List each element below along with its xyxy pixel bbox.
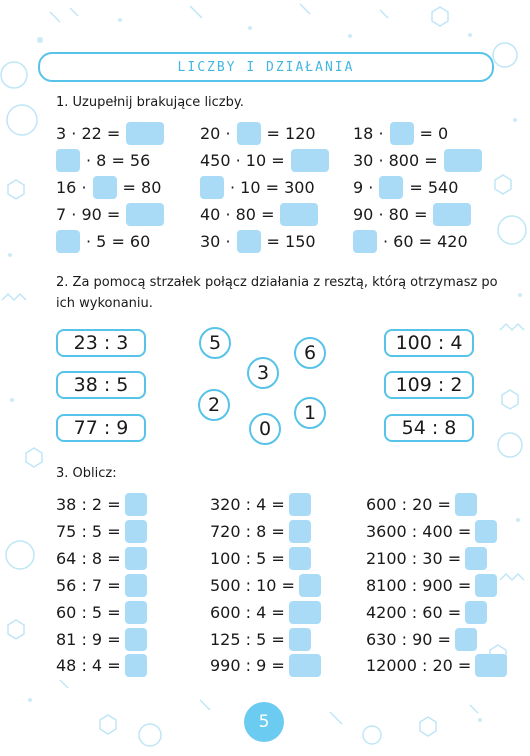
deco-hexagon (26, 448, 42, 467)
deco-hexagon (8, 180, 24, 199)
division-card-right[interactable]: 100 : 4 (384, 329, 474, 357)
task3-equation (366, 572, 497, 598)
task1-equation (56, 174, 161, 200)
equation-text: 600 : 20 = (366, 494, 451, 514)
task3-equation (56, 572, 147, 598)
equation-text: 2100 : 30 = (366, 548, 462, 568)
division-card-left[interactable]: 38 : 5 (56, 371, 146, 399)
equation-text: 60 : 5 = (56, 602, 121, 622)
task3-equation (210, 572, 321, 598)
deco-hexagon (8, 620, 24, 639)
equation-text: 38 : 2 = (56, 494, 121, 514)
deco-hexagon (420, 717, 436, 736)
equation-text: 48 : 4 = (56, 655, 121, 675)
deco-circle (139, 724, 161, 746)
task1-equation (353, 120, 448, 146)
equation-text: 100 : 5 = (210, 548, 285, 568)
task3-equation (366, 545, 487, 571)
task3-equation (210, 491, 311, 517)
equation-text: = 0 (419, 123, 449, 143)
answer-box[interactable] (280, 203, 318, 226)
task2-heading-line1: 2. Za pomocą strzałek połącz działania z resztą, którą otrzymasz po (56, 275, 498, 290)
task3-equation (56, 599, 147, 625)
deco-circle (1, 62, 27, 88)
answer-box[interactable] (56, 230, 80, 253)
answer-box[interactable] (390, 122, 414, 145)
answer-box[interactable] (93, 176, 117, 199)
division-card-left[interactable]: 77 : 9 (56, 414, 146, 442)
task3-heading: 3. Oblicz: (56, 466, 117, 481)
answer-box[interactable] (125, 574, 147, 597)
deco-zigzag (500, 324, 524, 330)
answer-box[interactable] (237, 230, 261, 253)
task1-heading: 1. Uzupełnij brakujące liczby. (56, 95, 244, 110)
task1-equation (353, 228, 468, 254)
equation-text: 40 · 80 = (200, 204, 275, 224)
answer-box[interactable] (200, 176, 224, 199)
deco-circle (493, 43, 517, 67)
equation-text: 720 : 8 = (210, 521, 285, 541)
remainder-circle[interactable]: 2 (198, 389, 230, 421)
task1-equation (56, 147, 150, 173)
equation-text: · 5 = 60 (86, 231, 151, 251)
task3-equation (210, 626, 311, 652)
division-card-right[interactable]: 54 : 8 (384, 414, 474, 442)
deco-hexagon (432, 7, 448, 26)
answer-box[interactable] (291, 149, 329, 172)
answer-box[interactable] (465, 547, 487, 570)
answer-box[interactable] (125, 520, 147, 543)
task3-equation (366, 599, 487, 625)
equation-text: 320 : 4 = (210, 494, 285, 514)
deco-dashes (50, 4, 388, 22)
task1-equation (56, 120, 164, 146)
deco-hexagon (495, 175, 511, 194)
task3-equation (366, 491, 477, 517)
task3-equation (56, 491, 147, 517)
equation-text: 56 : 7 = (56, 575, 121, 595)
equation-text: 81 : 9 = (56, 629, 121, 649)
answer-box[interactable] (455, 493, 477, 516)
equation-text: 75 : 5 = (56, 521, 121, 541)
answer-box[interactable] (289, 547, 311, 570)
deco-zigzag (500, 574, 524, 580)
equation-text: 9 · (353, 177, 374, 197)
answer-box[interactable] (289, 520, 311, 543)
equation-text: 125 : 5 = (210, 629, 285, 649)
equation-text: = 80 (122, 177, 162, 197)
answer-box[interactable] (465, 601, 487, 624)
equation-text: 600 : 4 = (210, 602, 285, 622)
answer-box[interactable] (56, 149, 80, 172)
answer-box[interactable] (455, 628, 477, 651)
answer-box[interactable] (289, 493, 311, 516)
answer-box[interactable] (289, 601, 321, 624)
equation-text: · 8 = 56 (86, 150, 151, 170)
deco-hexagon (502, 390, 518, 409)
task3-equation (366, 652, 507, 678)
page-number-badge (244, 702, 284, 742)
division-card-right[interactable]: 109 : 2 (384, 371, 474, 399)
answer-box[interactable] (237, 122, 261, 145)
deco-circle (7, 105, 37, 135)
division-card-left[interactable]: 23 : 3 (56, 329, 146, 357)
task1-equation (200, 120, 316, 146)
task3-equation (56, 626, 147, 652)
equation-text: 7 · 90 = (56, 204, 121, 224)
remainder-circle[interactable]: 0 (249, 413, 281, 445)
task3-equation (210, 545, 311, 571)
equation-text: 20 · (200, 123, 231, 143)
answer-box[interactable] (125, 628, 147, 651)
equation-text: = 120 (266, 123, 316, 143)
remainder-circle[interactable]: 5 (199, 327, 231, 359)
answer-box[interactable] (126, 203, 164, 226)
deco-hexagon (100, 715, 116, 734)
answer-box[interactable] (289, 654, 321, 677)
task3-equation (210, 599, 321, 625)
answer-box[interactable] (444, 149, 482, 172)
equation-text: 16 · (56, 177, 87, 197)
deco-circle (363, 726, 381, 744)
task3-equation (56, 545, 147, 571)
task1-equation (200, 201, 318, 227)
equation-text: 30 · 800 = (353, 150, 438, 170)
equation-text: 3600 : 400 = (366, 521, 472, 541)
task2-heading-line2: ich wykonaniu. (56, 296, 153, 311)
page-number: 5 (258, 712, 270, 732)
answer-box[interactable] (475, 574, 497, 597)
equation-text: 64 : 8 = (56, 548, 121, 568)
equation-text: 630 : 90 = (366, 629, 451, 649)
task1-equation (200, 174, 315, 200)
answer-box[interactable] (125, 654, 147, 677)
equation-text: 8100 : 900 = (366, 575, 472, 595)
task1-equation (56, 201, 164, 227)
equation-text: · 10 = 300 (230, 177, 315, 197)
equation-text: 30 · (200, 231, 231, 251)
task3-equation (56, 652, 147, 678)
deco-zigzag (2, 294, 26, 300)
equation-text: 12000 : 20 = (366, 655, 472, 675)
equation-text: 3 · 22 = (56, 123, 121, 143)
deco-circle (498, 216, 526, 244)
remainder-circle[interactable]: 3 (247, 357, 279, 389)
task3-equation (366, 518, 497, 544)
remainder-circle[interactable]: 6 (294, 337, 326, 369)
answer-box[interactable] (125, 493, 147, 516)
answer-box[interactable] (126, 122, 164, 145)
task3-equation (56, 518, 147, 544)
task3-equation (210, 652, 321, 678)
answer-box[interactable] (125, 601, 147, 624)
task1-equation (200, 228, 316, 254)
task1-equation (353, 201, 471, 227)
answer-box[interactable] (289, 628, 311, 651)
equation-text: 18 · (353, 123, 384, 143)
equation-text: 4200 : 60 = (366, 602, 462, 622)
equation-text: 500 : 10 = (210, 575, 295, 595)
deco-circle (6, 541, 34, 569)
answer-box[interactable] (475, 520, 497, 543)
equation-text: 990 : 9 = (210, 655, 285, 675)
task3-equation (366, 626, 477, 652)
task3-equation (210, 518, 311, 544)
task1-equation (353, 174, 458, 200)
task1-equation (200, 147, 329, 173)
equation-text: 450 · 10 = (200, 150, 285, 170)
page-title: LICZBY I DZIAŁANIA (177, 59, 355, 75)
equation-text: 90 · 80 = (353, 204, 428, 224)
answer-box[interactable] (379, 176, 403, 199)
task1-equation (353, 147, 482, 173)
answer-box[interactable] (353, 230, 377, 253)
deco-circle (498, 433, 522, 457)
equation-text: · 60 = 420 (383, 231, 468, 251)
equation-text: = 150 (266, 231, 316, 251)
equation-text: = 540 (409, 177, 459, 197)
title-bar (38, 52, 494, 82)
answer-box[interactable] (125, 547, 147, 570)
task1-equation (56, 228, 150, 254)
answer-box[interactable] (475, 654, 507, 677)
remainder-circle[interactable]: 1 (294, 397, 326, 429)
answer-box[interactable] (433, 203, 471, 226)
answer-box[interactable] (299, 574, 321, 597)
